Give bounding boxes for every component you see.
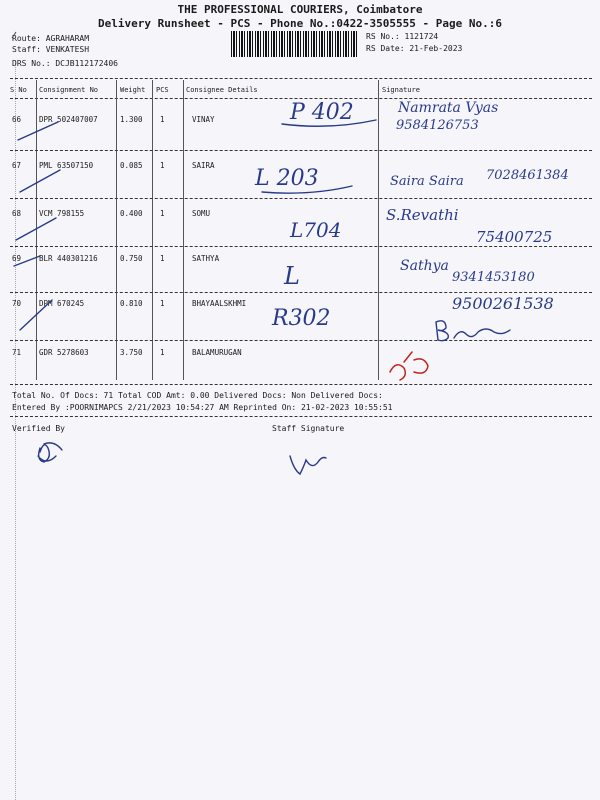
row-sno: 70 bbox=[12, 299, 22, 308]
row-sno: 66 bbox=[12, 115, 22, 124]
row-consignee: SOMU bbox=[192, 209, 211, 218]
drs-number: DRS No.: DCJB112172406 bbox=[12, 59, 118, 68]
handwritten-flat-number: L bbox=[284, 262, 300, 290]
row-consignee: BALAMURUGAN bbox=[192, 348, 242, 357]
header-consignee: Consignee Details bbox=[186, 86, 258, 94]
handwritten-phone: 7028461384 bbox=[486, 168, 569, 183]
header-weight: Weight bbox=[120, 86, 146, 94]
row-sno: 68 bbox=[12, 209, 22, 218]
header-consignment: Consignment No bbox=[39, 86, 99, 94]
staff-signature-label: Staff Signature bbox=[272, 424, 345, 433]
corner-mark bbox=[12, 32, 16, 38]
handwritten-signature: Saira Saira bbox=[390, 174, 464, 189]
totals-line: Total No. Of Docs: 71 Total COD Amt: 0.00 Delivered Docs: Non Delivered Docs: bbox=[12, 391, 383, 400]
tick-mark bbox=[18, 122, 58, 140]
handwritten-flat-number: L 203 bbox=[255, 166, 319, 191]
header-sno: S No bbox=[10, 86, 27, 94]
verified-by-label: Verified By bbox=[12, 424, 65, 433]
row-weight: 0.400 bbox=[120, 209, 143, 218]
row-consignment: PML 63507150 bbox=[39, 161, 94, 170]
row-consignee: SATHYA bbox=[192, 254, 220, 263]
header-pcs: PCS bbox=[156, 86, 169, 94]
row-consignee: SAIRA bbox=[192, 161, 215, 170]
row-pcs: 1 bbox=[160, 161, 165, 170]
handwritten-phone: 9500261538 bbox=[452, 294, 554, 313]
row-consignment: BLR 440301216 bbox=[39, 254, 98, 263]
handwritten-flat-number: L704 bbox=[290, 218, 342, 242]
verified-signature bbox=[38, 443, 62, 462]
row-sno: 69 bbox=[12, 254, 22, 263]
handwritten-phone: 75400725 bbox=[476, 228, 553, 246]
handwritten-signature: Sathya bbox=[400, 258, 449, 274]
runsheet-title: Delivery Runsheet - PCS - Phone No.:0422-3505555 - Page No.:6 bbox=[98, 17, 502, 30]
rs-date: RS Date: 21-Feb-2023 bbox=[366, 44, 463, 53]
tick-mark bbox=[20, 300, 52, 330]
tick-mark bbox=[16, 218, 56, 240]
header-signature: Signature bbox=[382, 86, 420, 94]
row-pcs: 1 bbox=[160, 348, 165, 357]
company-title: THE PROFESSIONAL COURIERS, Coimbatore bbox=[177, 3, 423, 16]
tick-mark bbox=[14, 256, 40, 266]
row-sno: 67 bbox=[12, 161, 22, 170]
tick-mark bbox=[20, 170, 60, 192]
handwritten-flat-number: P 402 bbox=[290, 100, 354, 125]
handwritten-signature: S.Revathi bbox=[386, 206, 459, 224]
route-label: Route: AGRAHARAM bbox=[12, 34, 90, 43]
row-consignee: BHAYAALSKHMI bbox=[192, 299, 247, 308]
row-consignment: DPR 502407007 bbox=[39, 115, 98, 124]
handwritten-signature: Namrata Vyas bbox=[398, 100, 499, 116]
handwritten-flat-number: R302 bbox=[272, 306, 331, 331]
entered-by-line: Entered By :POORNIMAPCS 2/21/2023 10:54:27 AM Reprinted On: 21-02-2023 10:55:51 bbox=[12, 403, 393, 412]
row-weight: 1.300 bbox=[120, 115, 143, 124]
row-weight: 3.750 bbox=[120, 348, 143, 357]
staff-label: Staff: VENKATESH bbox=[12, 45, 90, 54]
row-consignment: VCM 798155 bbox=[39, 209, 85, 218]
handwritten-phone: 9341453180 bbox=[452, 270, 535, 285]
red-mark bbox=[390, 352, 428, 380]
row-weight: 0.810 bbox=[120, 299, 143, 308]
handwritten-phone: 9584126753 bbox=[396, 118, 479, 133]
row-sno: 71 bbox=[12, 348, 22, 357]
row-consignment: DPM 670245 bbox=[39, 299, 85, 308]
rs-number: RS No.: 1121724 bbox=[366, 32, 439, 41]
row-weight: 0.085 bbox=[120, 161, 143, 170]
staff-signature bbox=[290, 456, 326, 474]
row-pcs: 1 bbox=[160, 254, 165, 263]
underline-stroke bbox=[262, 186, 352, 193]
row-consignment: GDR 5278603 bbox=[39, 348, 89, 357]
row-pcs: 1 bbox=[160, 299, 165, 308]
row-pcs: 1 bbox=[160, 115, 165, 124]
row-consignee: VINAY bbox=[192, 115, 215, 124]
row-pcs: 1 bbox=[160, 209, 165, 218]
row-weight: 0.750 bbox=[120, 254, 143, 263]
signature-scribble bbox=[436, 321, 510, 341]
underline-stroke bbox=[282, 120, 376, 126]
